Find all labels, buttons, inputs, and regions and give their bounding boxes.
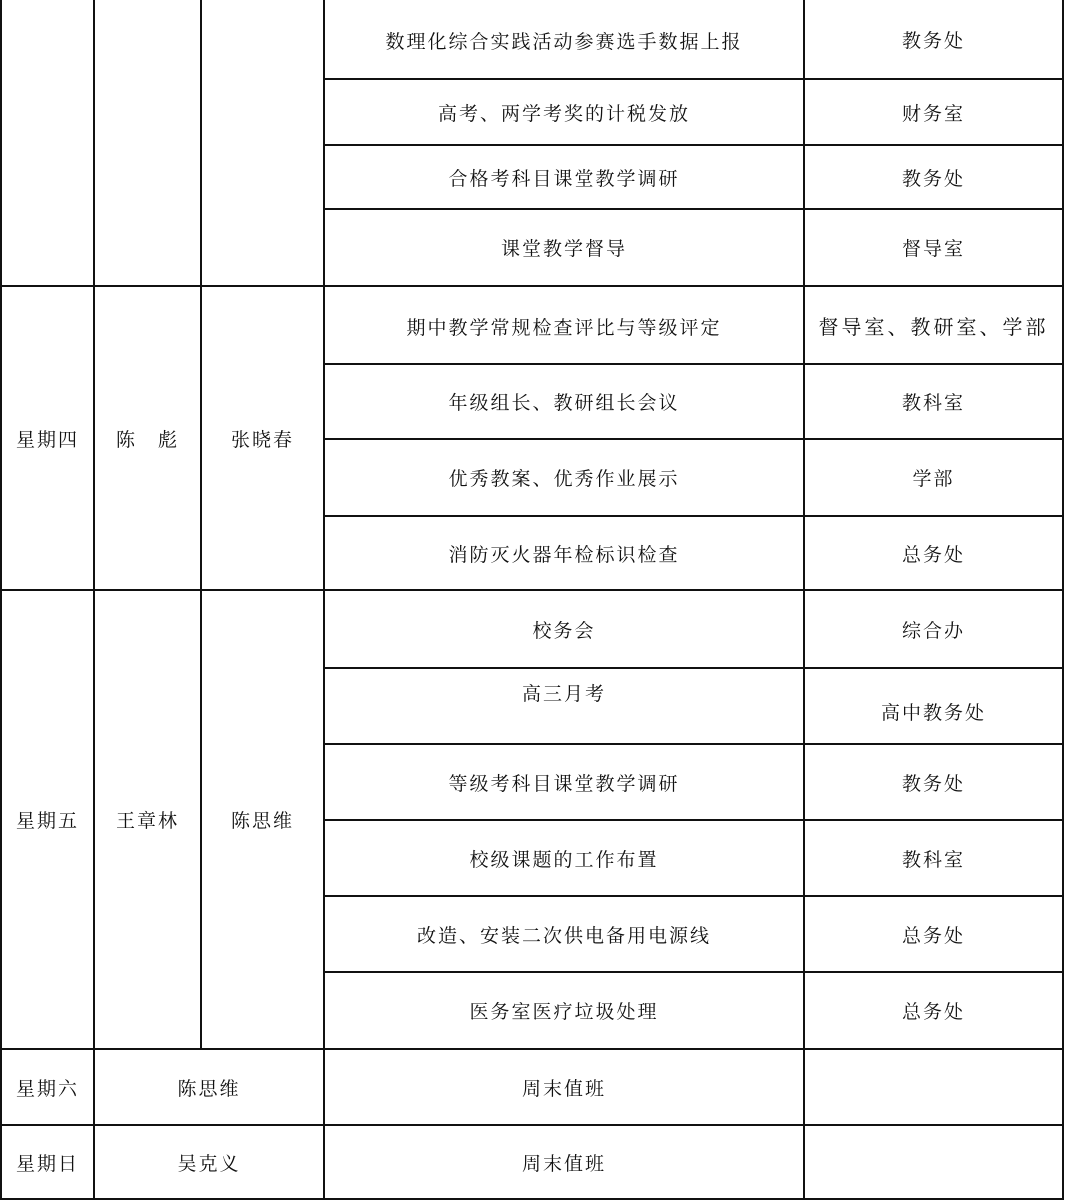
- duty-cell: 陈思维: [201, 590, 324, 1049]
- task-cell: 校级课题的工作布置: [324, 820, 804, 896]
- dept-cell: 高中教务处: [804, 668, 1063, 744]
- table-row: [1, 590, 1063, 668]
- task-cell: 高三月考: [324, 668, 804, 744]
- dept-cell: 督导室、教研室、学部: [804, 286, 1063, 364]
- task-cell: 数理化综合实践活动参赛选手数据上报: [324, 0, 804, 79]
- task-cell: 医务室医疗垃圾处理: [324, 972, 804, 1049]
- task-cell: 改造、安装二次供电备用电源线: [324, 896, 804, 972]
- duty-cell-empty: [201, 0, 324, 286]
- leader-cell: 陈 彪: [94, 286, 201, 590]
- day-cell: 星期日: [1, 1125, 94, 1199]
- duty-person-cell: 吴克义: [94, 1125, 324, 1199]
- task-cell: 等级考科目课堂教学调研: [324, 744, 804, 820]
- table-row: [1, 0, 1063, 79]
- table-row: [1, 1125, 1063, 1199]
- day-cell: 星期六: [1, 1049, 94, 1125]
- table-row: [1, 286, 1063, 364]
- dept-cell: 总务处: [804, 516, 1063, 590]
- dept-cell: 教务处: [804, 0, 1063, 79]
- dept-cell: 教科室: [804, 820, 1063, 896]
- task-cell: 年级组长、教研组长会议: [324, 364, 804, 439]
- task-cell: 周末值班: [324, 1125, 804, 1199]
- dept-cell: 财务室: [804, 79, 1063, 145]
- day-cell: 星期四: [1, 286, 94, 590]
- dept-cell: 教务处: [804, 145, 1063, 209]
- day-cell: 星期五: [1, 590, 94, 1049]
- dept-cell: 综合办: [804, 590, 1063, 668]
- leader-cell: 王章林: [94, 590, 201, 1049]
- dept-cell: 学部: [804, 439, 1063, 516]
- task-cell: 高考、两学考奖的计税发放: [324, 79, 804, 145]
- task-cell: 期中教学常规检查评比与等级评定: [324, 286, 804, 364]
- task-cell: 课堂教学督导: [324, 209, 804, 286]
- duty-cell: 张晓春: [201, 286, 324, 590]
- task-cell: 合格考科目课堂教学调研: [324, 145, 804, 209]
- dept-cell: 教科室: [804, 364, 1063, 439]
- leader-cell-empty: [94, 0, 201, 286]
- dept-cell: 总务处: [804, 896, 1063, 972]
- task-cell: 消防灭火器年检标识检查: [324, 516, 804, 590]
- task-cell: 优秀教案、优秀作业展示: [324, 439, 804, 516]
- day-cell-empty: [1, 0, 94, 286]
- dept-cell: 教务处: [804, 744, 1063, 820]
- dept-cell: [804, 1049, 1063, 1125]
- table-row: [1, 1049, 1063, 1125]
- task-cell: 校务会: [324, 590, 804, 668]
- dept-cell: [804, 1125, 1063, 1199]
- duty-person-cell: 陈思维: [94, 1049, 324, 1125]
- task-cell: 周末值班: [324, 1049, 804, 1125]
- dept-cell: 总务处: [804, 972, 1063, 1049]
- dept-cell: 督导室: [804, 209, 1063, 286]
